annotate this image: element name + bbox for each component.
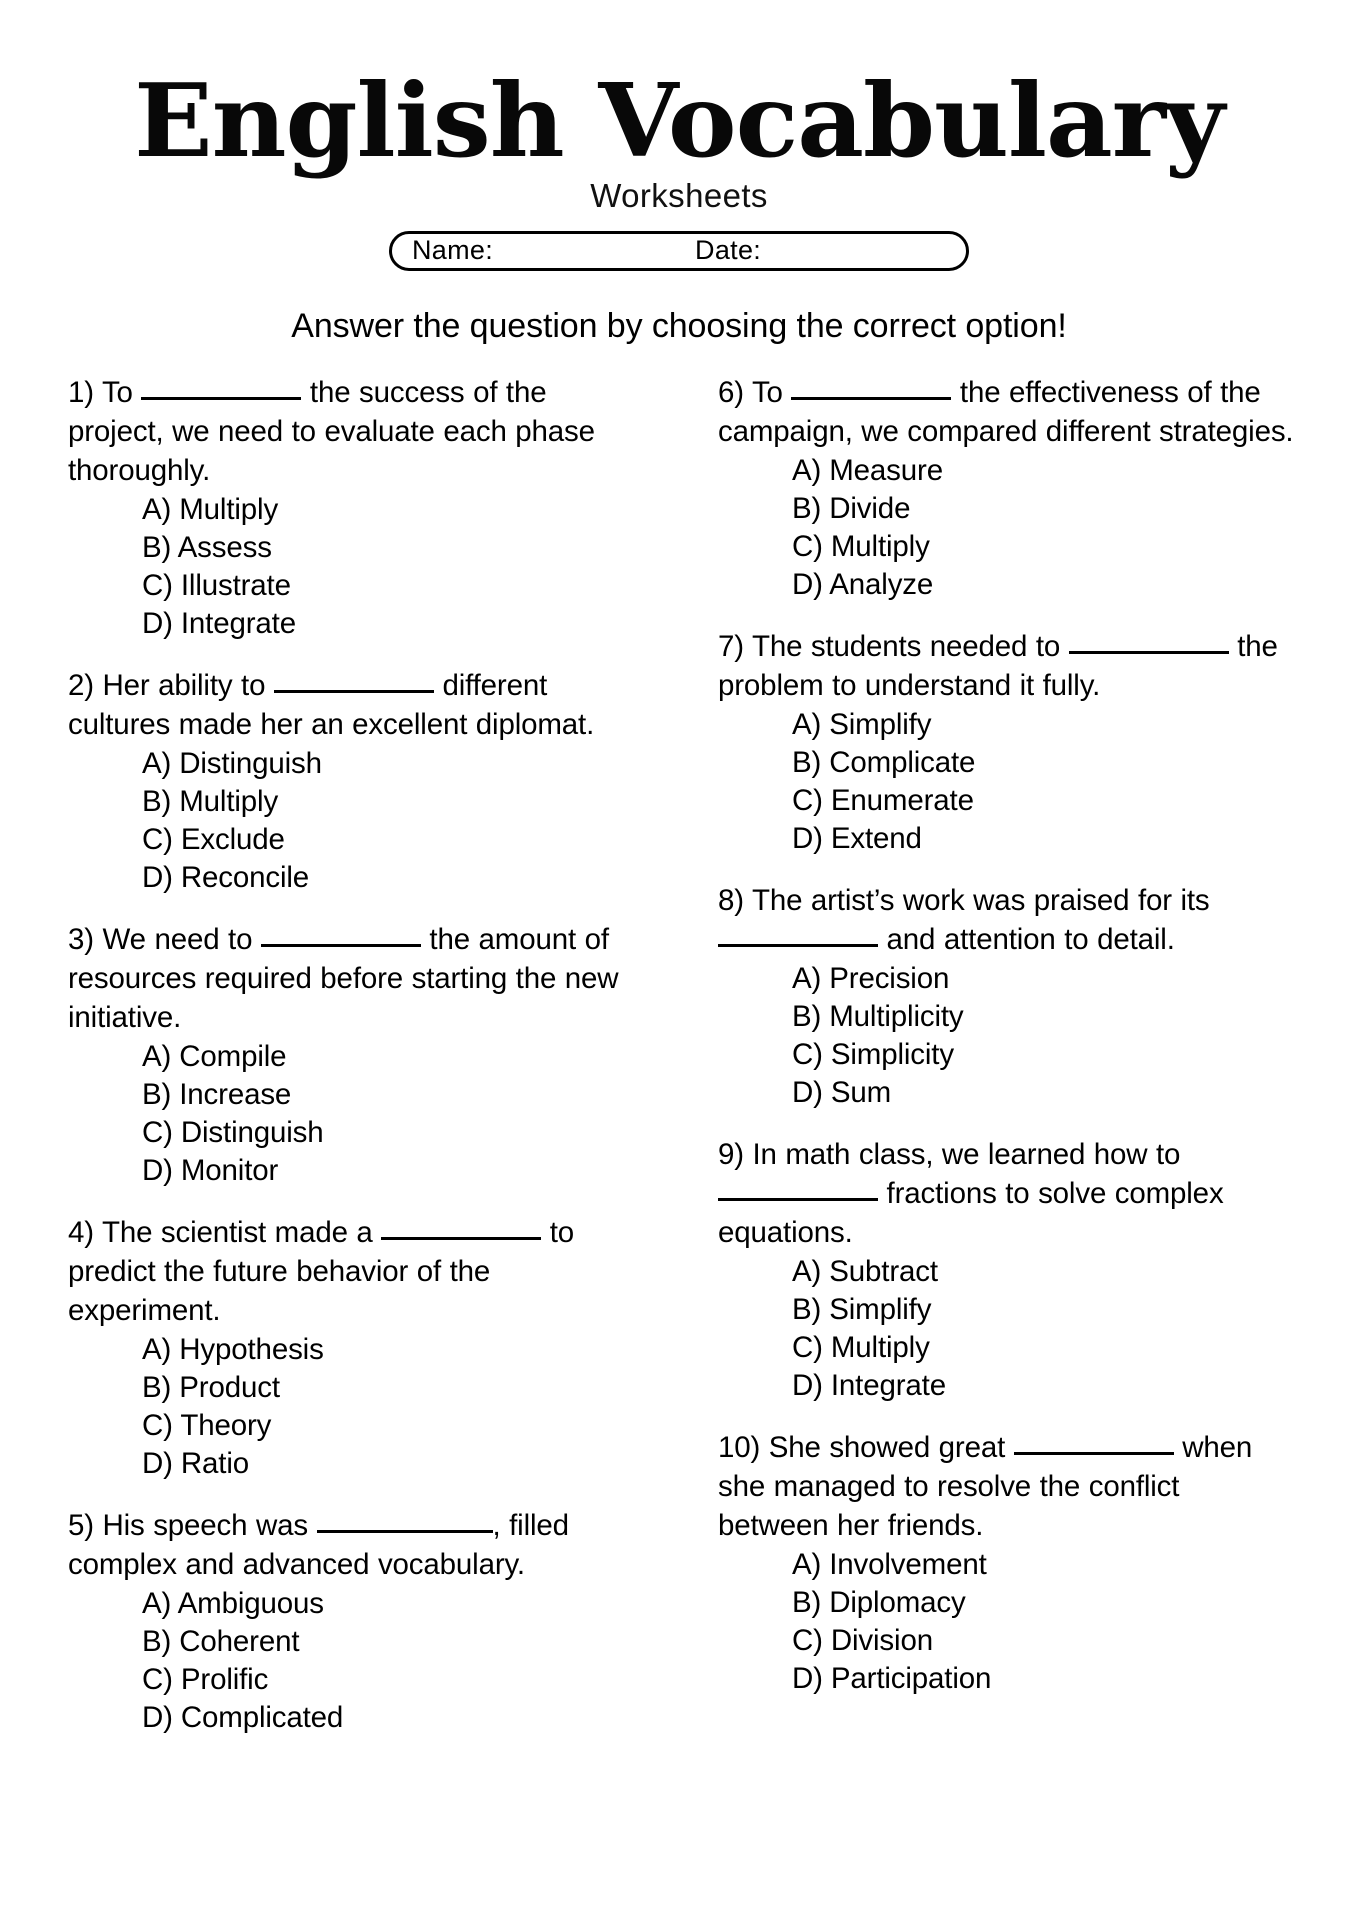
option-item[interactable]: A) Simplify [792, 707, 932, 741]
option-item[interactable]: C) Prolific [142, 1663, 269, 1696]
option-item[interactable]: A) Ambiguous [142, 1586, 324, 1620]
options-list [718, 706, 1298, 858]
question-text [718, 1429, 1298, 1546]
option-item[interactable]: B) Multiply [142, 784, 279, 818]
option-item[interactable]: C) Enumerate [792, 784, 974, 817]
option-item[interactable]: B) Increase [142, 1077, 292, 1111]
questions-columns [0, 374, 1358, 1761]
option-item[interactable]: D) Extend [792, 822, 922, 856]
question-number: 8) [718, 884, 744, 918]
question-suffix: to predict the future behavior of the experiment. [68, 1216, 575, 1327]
question-block [718, 1429, 1298, 1698]
question-prefix: The students needed to [751, 630, 1061, 664]
question-suffix: the effectiveness of the campaign, we compared different strategies. [718, 375, 1294, 448]
question-number: 9) [718, 1138, 744, 1172]
question-prefix: We need to [102, 923, 253, 957]
option-item[interactable]: A) Multiply [142, 492, 279, 526]
answer-blank[interactable] [317, 1530, 493, 1533]
options-list [718, 1253, 1298, 1405]
option-item[interactable]: D) Complicated [142, 1701, 344, 1735]
answer-blank[interactable] [1069, 651, 1229, 654]
option-item[interactable]: A) Precision [792, 961, 950, 995]
option-item[interactable]: D) Integrate [792, 1369, 946, 1403]
question-block [718, 882, 1298, 1112]
option-item[interactable]: B) Simplify [792, 1293, 932, 1327]
option-item[interactable]: A) Hypothesis [142, 1332, 324, 1366]
question-block [718, 1136, 1298, 1405]
question-text [68, 667, 648, 745]
question-prefix: To [751, 375, 783, 409]
option-item[interactable]: C) Simplicity [792, 1038, 954, 1072]
question-number: 1) [68, 375, 94, 409]
question-text [718, 1136, 1298, 1253]
option-item[interactable]: B) Assess [142, 530, 272, 564]
questions-right-column [718, 374, 1298, 1761]
answer-blank[interactable] [718, 944, 878, 947]
page-title: English Vocabulary [134, 61, 1224, 180]
option-item[interactable]: D) Sum [792, 1076, 892, 1110]
question-text [68, 921, 648, 1038]
options-list [68, 1038, 648, 1190]
answer-blank[interactable] [274, 690, 434, 693]
question-suffix: the amount of resources required before starting the new initiative. [68, 923, 619, 1034]
name-date-pill [389, 231, 969, 271]
question-prefix: Her ability to [102, 668, 266, 702]
page-subtitle: Worksheets [590, 176, 768, 214]
question-block [68, 374, 648, 643]
question-prefix: The scientist made a [101, 1216, 373, 1250]
option-item[interactable]: A) Distinguish [142, 746, 322, 780]
option-item[interactable]: C) Theory [142, 1408, 272, 1442]
answer-blank[interactable] [718, 1198, 878, 1201]
question-number: 7) [718, 630, 744, 664]
question-text [718, 374, 1298, 452]
instruction-text: Answer the question by choosing the correct option! [291, 306, 1067, 345]
option-item[interactable]: C) Distinguish [142, 1115, 324, 1149]
option-item[interactable]: C) Exclude [142, 822, 285, 856]
option-item[interactable]: B) Divide [792, 491, 911, 525]
option-item[interactable]: D) Ratio [142, 1446, 249, 1480]
question-text [68, 1507, 648, 1585]
options-list [68, 745, 648, 897]
option-item[interactable]: A) Subtract [792, 1254, 938, 1288]
name-field-label[interactable]: Name: [412, 235, 494, 266]
question-number: 6) [718, 375, 744, 409]
question-prefix: To [101, 375, 133, 409]
question-prefix: The artist’s work was praised for its [751, 884, 1210, 918]
option-item[interactable]: D) Monitor [142, 1153, 279, 1187]
option-item[interactable]: C) Division [792, 1624, 933, 1658]
options-list [718, 960, 1298, 1112]
question-block [718, 374, 1298, 604]
option-item[interactable]: B) Multiplicity [792, 1000, 964, 1034]
question-text [68, 374, 648, 491]
question-number: 10) [718, 1431, 761, 1465]
question-block [68, 1507, 648, 1737]
option-item[interactable]: B) Coherent [142, 1624, 300, 1658]
question-block [718, 628, 1298, 858]
question-prefix: In math class, we learned how to [752, 1138, 1181, 1172]
option-item[interactable]: B) Complicate [792, 745, 976, 779]
option-item[interactable]: B) Diplomacy [792, 1586, 966, 1620]
question-number: 3) [68, 923, 94, 957]
answer-blank[interactable] [381, 1237, 541, 1240]
option-item[interactable]: A) Measure [792, 453, 943, 487]
answer-blank[interactable] [141, 397, 301, 400]
question-number: 4) [68, 1216, 94, 1250]
question-prefix: His speech was [102, 1509, 308, 1543]
date-field-label[interactable]: Date: [695, 235, 762, 266]
option-item[interactable]: D) Reconcile [142, 860, 310, 894]
option-item[interactable]: D) Integrate [142, 606, 296, 640]
questions-left-column [68, 374, 648, 1761]
answer-blank[interactable] [1014, 1452, 1174, 1455]
option-item[interactable]: A) Involvement [792, 1547, 987, 1581]
answer-blank[interactable] [791, 397, 951, 400]
option-item[interactable]: C) Multiply [792, 529, 930, 563]
question-suffix: fractions to solve complex equations. [718, 1177, 1224, 1250]
options-list [718, 1546, 1298, 1698]
answer-blank[interactable] [261, 944, 421, 947]
question-number: 2) [68, 668, 94, 702]
question-block [68, 921, 648, 1190]
options-list [68, 491, 648, 643]
question-text [718, 882, 1298, 960]
question-suffix: when she managed to resolve the conflict between her friends. [718, 1431, 1253, 1543]
question-block [68, 1214, 648, 1483]
question-suffix: different cultures made her an excellent diplomat. [68, 668, 595, 741]
name-date-row [0, 231, 1358, 271]
option-item[interactable]: B) Product [142, 1370, 280, 1404]
options-list [718, 452, 1298, 604]
question-suffix: , filled complex and advanced vocabulary. [68, 1509, 569, 1581]
option-item[interactable]: D) Participation [792, 1662, 992, 1696]
options-list [68, 1331, 648, 1483]
question-number: 5) [68, 1509, 94, 1543]
question-suffix: the problem to understand it fully. [718, 630, 1278, 702]
option-item[interactable]: C) Illustrate [142, 568, 291, 602]
worksheet-header [0, 0, 1358, 215]
question-text [68, 1214, 648, 1331]
options-list [68, 1585, 648, 1737]
option-item[interactable]: D) Analyze [792, 567, 934, 601]
question-prefix: She showed great [768, 1431, 1006, 1465]
question-suffix: the success of the project, we need to evaluate each phase thoroughly. [68, 375, 595, 487]
question-text [718, 628, 1298, 706]
option-item[interactable]: A) Compile [142, 1039, 287, 1073]
question-block [68, 667, 648, 897]
question-suffix: and attention to detail. [886, 923, 1175, 957]
option-item[interactable]: C) Multiply [792, 1331, 930, 1365]
